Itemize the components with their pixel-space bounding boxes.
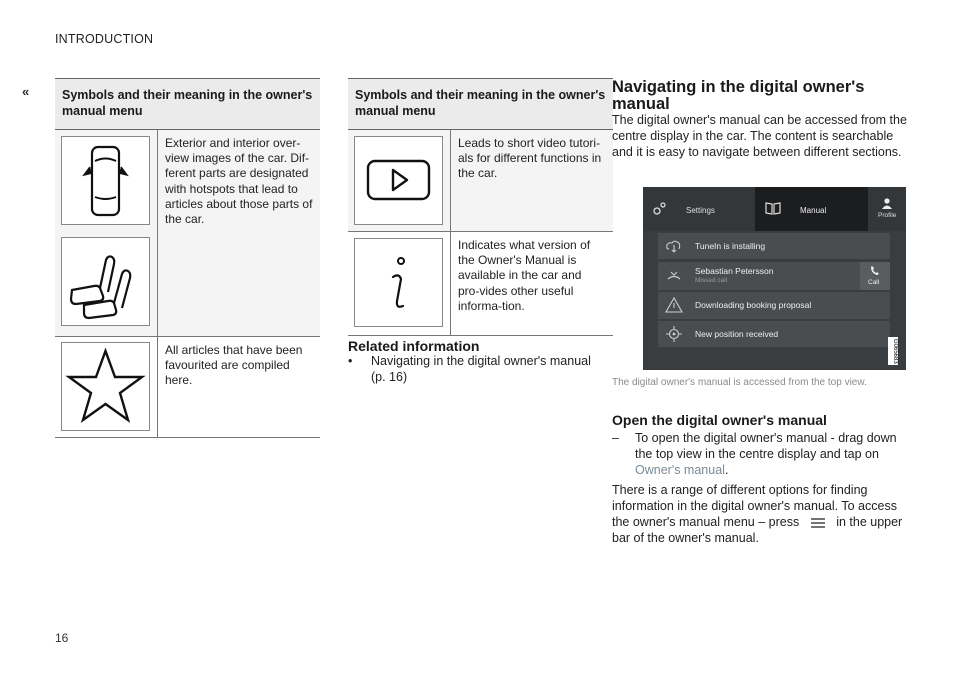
related-bullet: • [348, 354, 353, 368]
menu-paragraph [612, 482, 908, 546]
icon-cell [55, 130, 158, 337]
settings-label: Settings [686, 206, 715, 215]
row-description: Leads to short video tutori-als for different functions in the car. [451, 130, 614, 232]
related-information-title: Related information [348, 338, 480, 354]
row-description: Exterior and interior over-view images of the car. Dif-ferent parts are designated with hotspots that lead to articles about those parts of the car. [158, 130, 321, 337]
notification-row[interactable] [658, 233, 890, 259]
notification-sub: Missed call [695, 277, 728, 284]
step-end: . [724, 463, 729, 477]
notification-label: TuneIn is installing [695, 241, 766, 251]
car-seat-icon[interactable] [61, 237, 150, 326]
manual-tab[interactable] [755, 187, 868, 231]
notification-label: New position received [695, 329, 779, 339]
step-description: To open the digital owner's manual - drag down the top view in the centre display and tap on [635, 431, 897, 461]
manual-label: Manual [800, 206, 827, 215]
call-label: Call [868, 279, 880, 286]
open-manual-title: Open the digital owner's manual [612, 412, 827, 428]
step-text [635, 430, 903, 478]
menu-hamburger-icon[interactable] [809, 517, 827, 529]
notification-label: Sebastian Petersson [695, 266, 774, 276]
intro-paragraph: The digital owner's manual can be accessed from the centre display in the car. The content is searchable and it is easy to navigate between different sections. [612, 113, 907, 159]
profile-tab[interactable] [868, 187, 906, 231]
step-dash: – [612, 431, 619, 445]
menu-paragraph-start: There is a range of different options for finding information in the digital owner's manual. To access the owner's manual menu – press [612, 483, 897, 529]
cloud-download-icon [665, 237, 683, 255]
car-top-view-icon[interactable] [61, 136, 150, 225]
star-icon[interactable] [61, 342, 150, 431]
image-code: G065683 [888, 337, 898, 365]
table-heading: Symbols and their meaning in the owner's manual menu [348, 79, 613, 130]
notification-label: Downloading booking proposal [695, 300, 812, 310]
symbols-table-middle [348, 78, 613, 336]
info-icon[interactable] [354, 238, 443, 327]
menu-paragraph-end: in the upper bar of the owner's manual. [612, 515, 903, 545]
page-number: 16 [55, 631, 69, 645]
notification-row[interactable] [658, 262, 890, 290]
call-button[interactable] [860, 262, 890, 290]
warning-icon [665, 296, 683, 314]
play-icon[interactable] [354, 136, 443, 225]
icon-cell [55, 337, 158, 438]
position-icon [665, 325, 683, 343]
owners-manual-link[interactable]: Owner's manual [635, 463, 725, 477]
symbols-table-left [55, 78, 320, 438]
missed-call-icon [665, 266, 683, 284]
person-icon [881, 197, 893, 209]
phone-icon [870, 265, 880, 276]
navigating-title: Navigating in the digital owner's manual [612, 78, 865, 113]
centre-display-image [643, 187, 906, 370]
icon-cell [348, 232, 451, 336]
settings-tab[interactable] [643, 187, 755, 231]
table-heading: Symbols and their meaning in the owner's manual menu [55, 79, 320, 130]
row-description: All articles that have been favourited are compiled here. [158, 337, 321, 438]
profile-label: Profile [878, 212, 897, 219]
section-title: INTRODUCTION [55, 32, 154, 46]
book-icon [765, 202, 781, 215]
gears-icon [651, 201, 667, 217]
icon-cell [348, 130, 451, 232]
image-caption: The digital owner's manual is accessed from the top view. [612, 377, 867, 388]
back-arrows-icon[interactable]: « [22, 84, 30, 99]
row-description: Indicates what version of the Owner's Manual is available in the car and pro-vides other useful informa-tion. [451, 232, 614, 336]
notification-row[interactable] [658, 321, 890, 347]
related-link[interactable]: Navigating in the digital owner's manual (p. 16) [371, 354, 591, 384]
notification-row[interactable] [658, 292, 890, 319]
